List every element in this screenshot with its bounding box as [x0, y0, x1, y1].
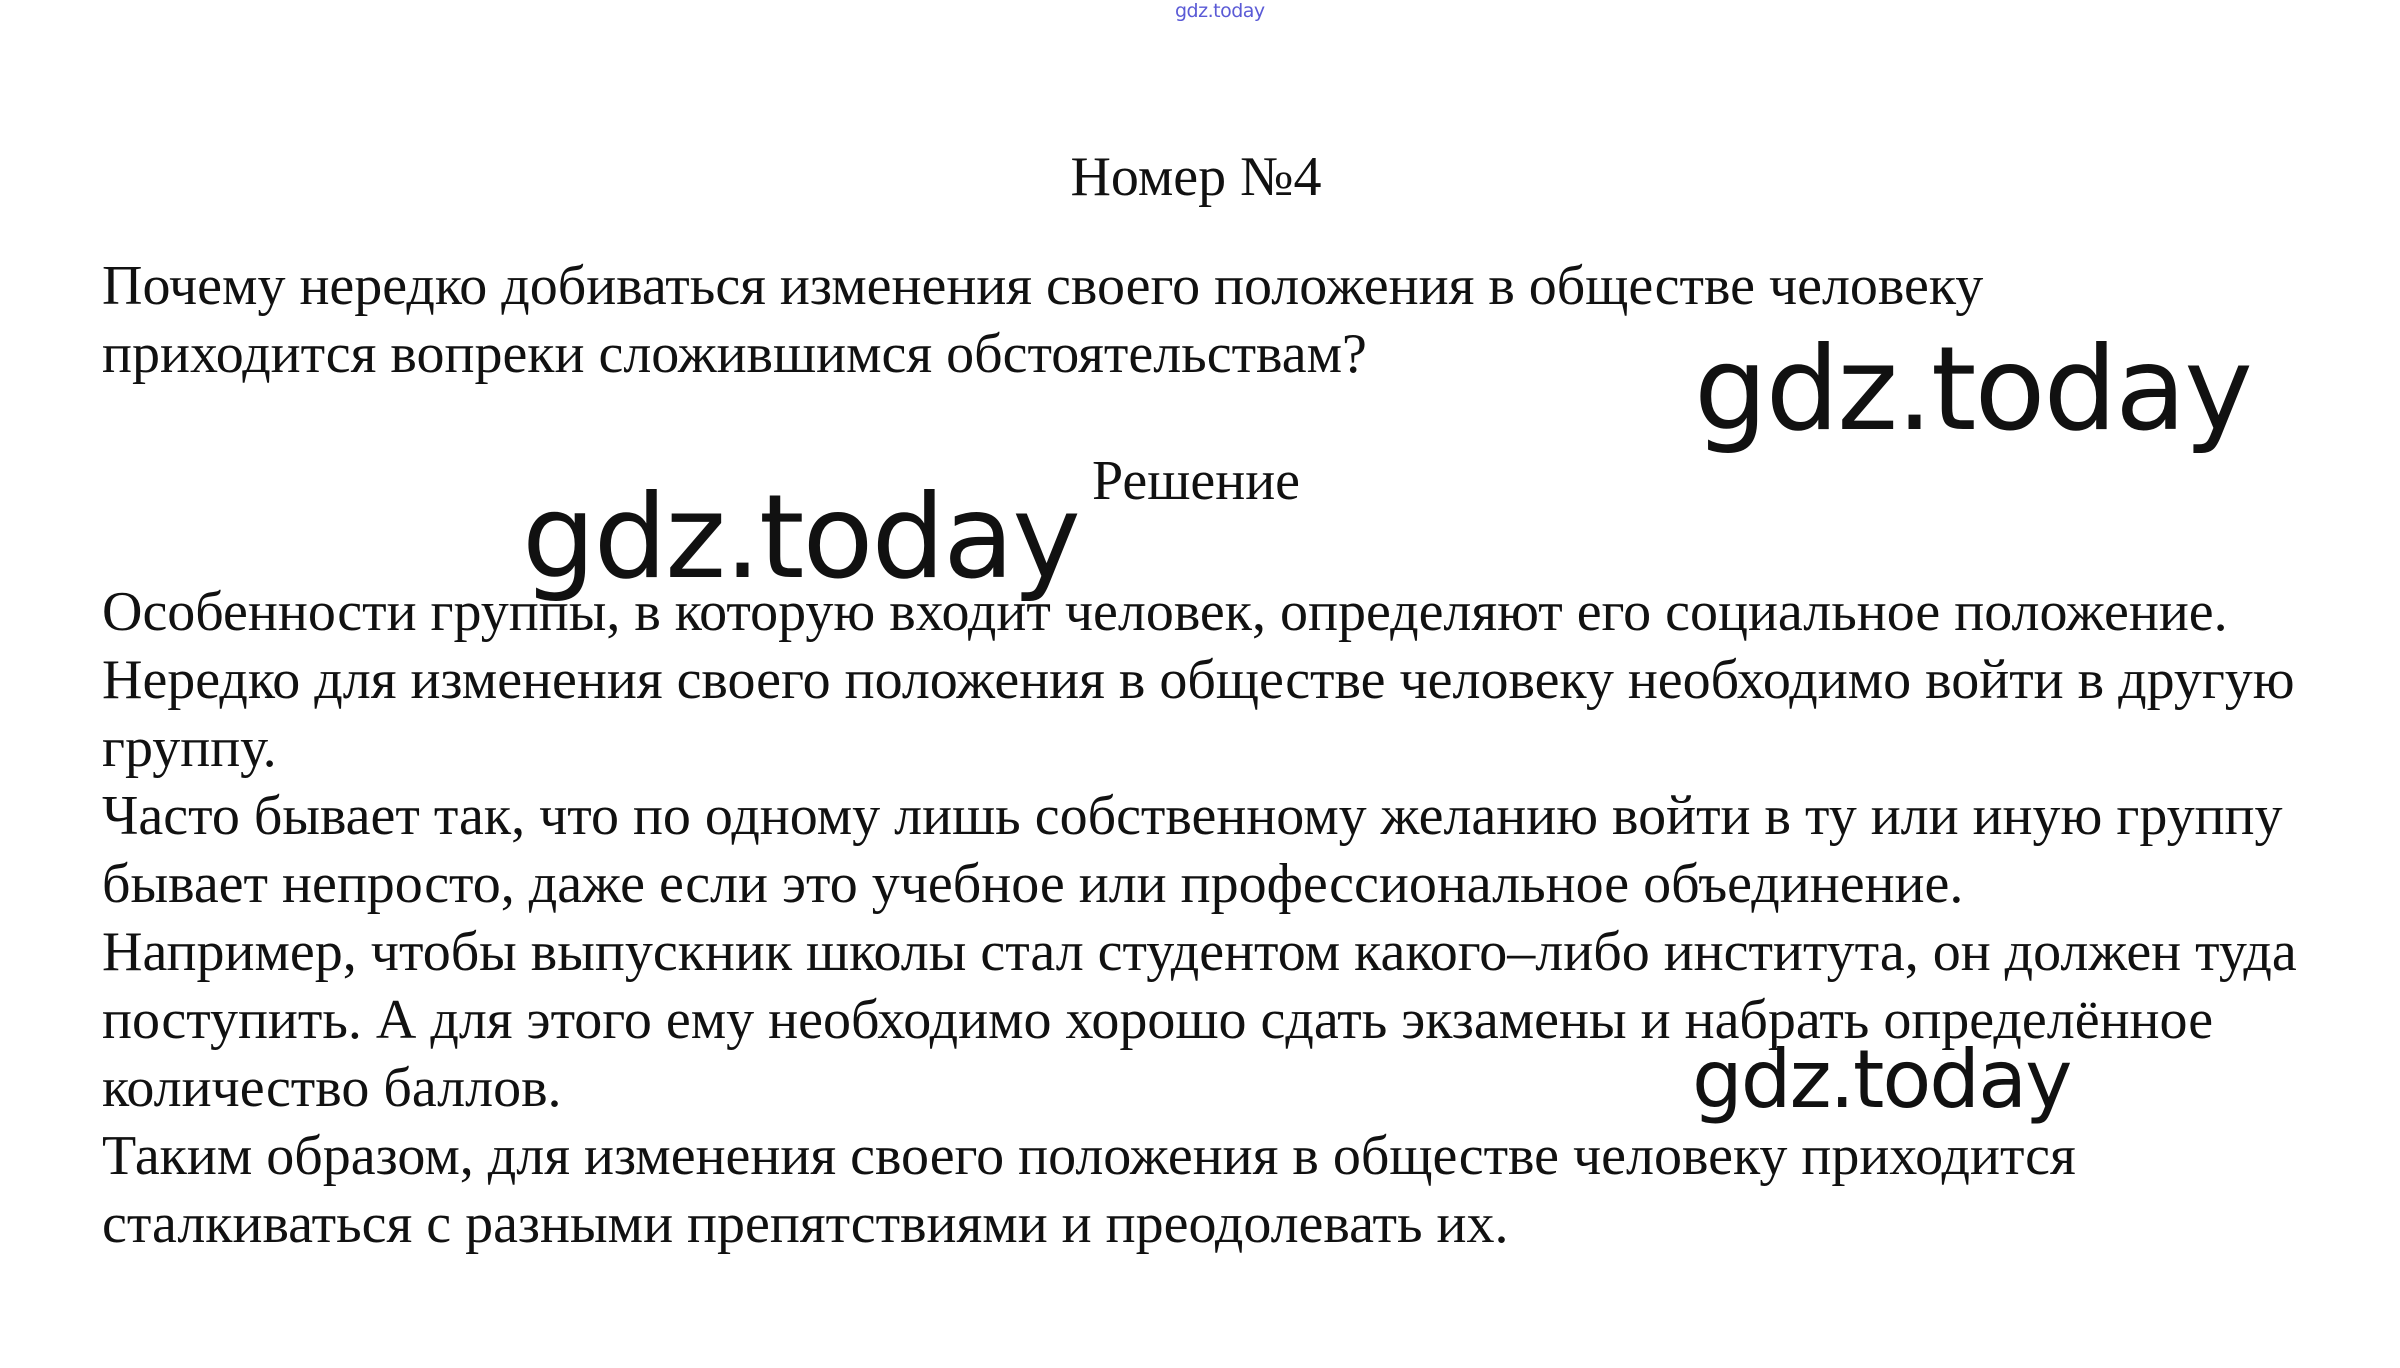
watermark-logo: gdz.today — [1694, 322, 2251, 457]
watermark-logo: gdz.today — [522, 470, 1079, 605]
question-text: Почему нередко добиваться изменения своего положения в обществе человеку приходится вопреки сложившимся обстоятельствам? — [102, 255, 1984, 385]
page-title — [0, 142, 2400, 212]
title-text: Номер №4 — [1070, 146, 1322, 208]
answer-body — [102, 578, 2392, 1258]
watermark-logo: gdz.today — [1692, 1033, 2071, 1126]
watermark-top: gdz.today — [1175, 0, 1265, 22]
answer-paragraph: Таким образом, для изменения своего положения в обществе человеку приходится сталкиваться с разными препятствиями и преодолевать их. — [102, 1125, 2076, 1255]
solution-heading: Решение — [1092, 450, 1301, 512]
answer-paragraph: Часто бывает так, что по одному лишь собственному желанию войти в ту или иную группу бывает непросто, даже если это учебное или профессиональное объединение. — [102, 785, 2283, 915]
answer-paragraph: Например, чтобы выпускник школы стал студентом какого–либо института, он должен туда поступить. А для этого ему необходимо хорошо сдать экзамены и набрать определённое количество баллов. — [102, 921, 2297, 1119]
answer-paragraph: Особенности группы, в которую входит человек, определяют его социальное положение. Нередко для изменения своего положения в обществе человеку необходимо войти в другую группу. — [102, 581, 2295, 779]
